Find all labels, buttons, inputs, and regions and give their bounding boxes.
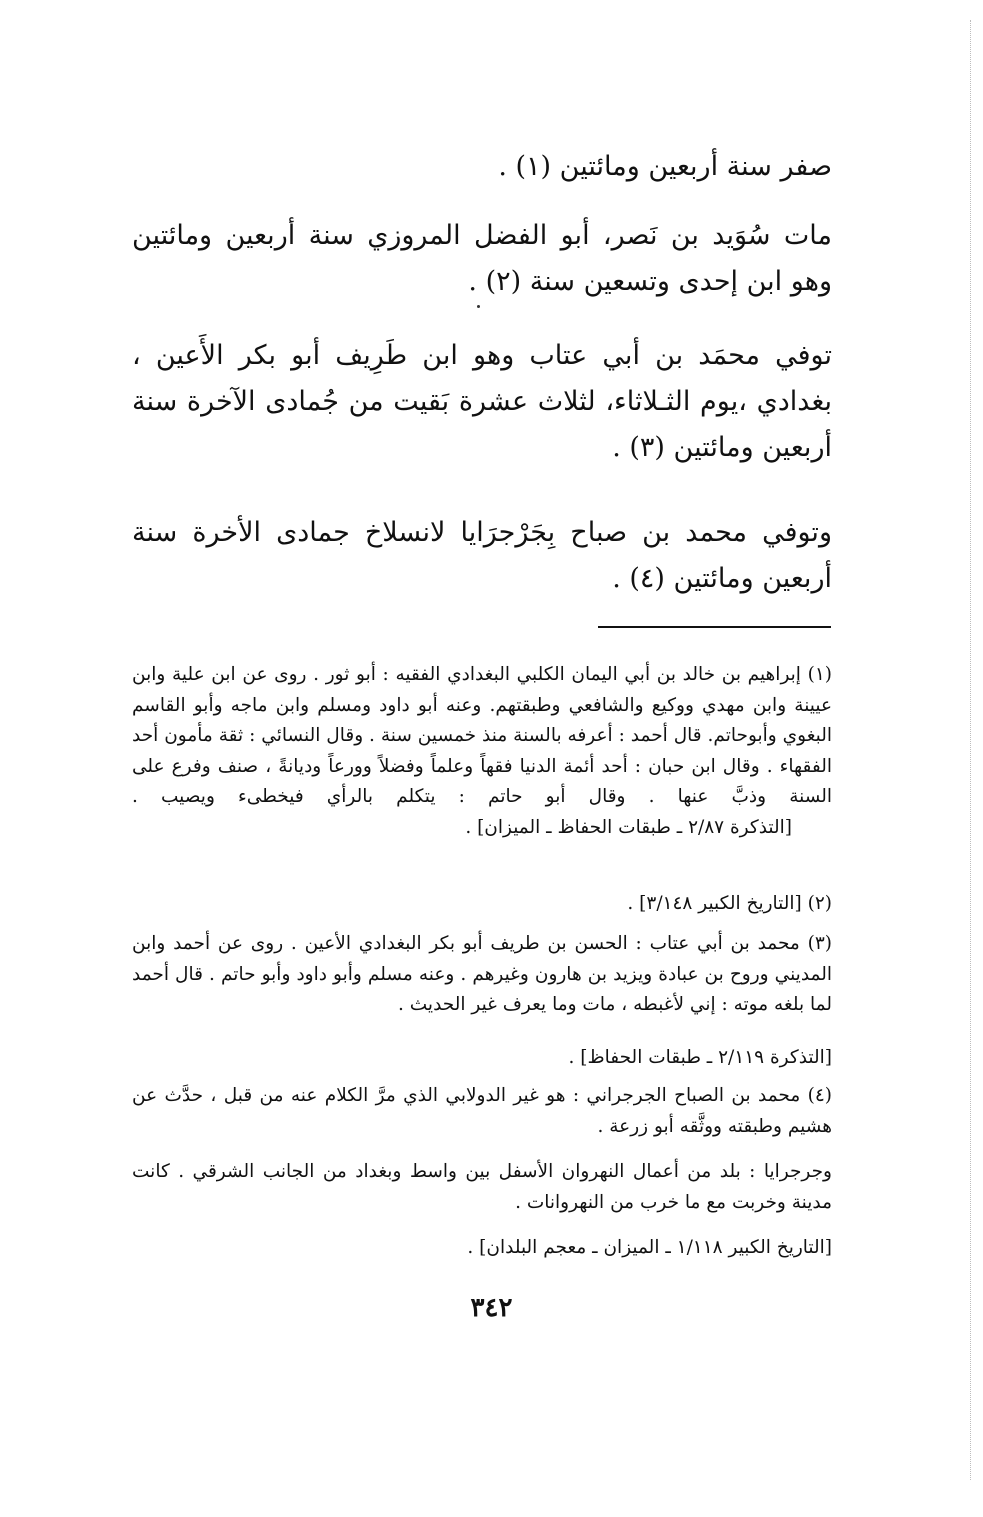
main-paragraph-2: مات سُوَيد بن نَصر، أبو الفضل المروزي سنة أربعين ومائتين وهو ابن إحدى وتسعين سنة (٢) . — [132, 220, 832, 297]
footnote-2: (٢) [التاريخ الكبير ٣/١٤٨] . — [627, 893, 832, 914]
footnote-4-place-note: وجرجرايا : بلد من أعمال النهروان الأسفل بين واسط وبغداد من الجانب الشرقي . كانت مدينة وخربت مع ما خرب من النهروانات . — [132, 1161, 832, 1213]
footnote-4-source: [التاريخ الكبير ١/١١٨ ـ الميزان ـ معجم البلدان] . — [467, 1237, 832, 1258]
footnote-separator — [598, 626, 831, 628]
footnote-1 — [132, 660, 832, 843]
footnote-1-source: [التذكرة ٢/٨٧ ـ طبقات الحفاظ ـ الميزان] . — [465, 816, 792, 838]
scan-edge-line — [970, 20, 971, 1480]
main-paragraph-4: وتوفي محمد بن صباح بِجَرْجرَايا لانسلاخ جمادى الأخرة سنة أربعين ومائتين (٤) . — [132, 517, 832, 594]
footnote-3: (٣) محمد بن أبي عتاب : الحسن بن طريف أبو بكر البغدادي الأعين . روى عن أحمد وابن المديني وروح بن عبادة ويزيد بن هارون وغيرهم . وعنه مسلم وأبو داود وأبو حاتم . قال أحمد لما بلغه موته : إني لأغبطه ، مات وما يعرف غير الحديث . — [132, 933, 832, 1015]
main-paragraph-3: توفي محمَد بن أبي عتاب وهو ابن طَرِيف أبو بكر الأَعين ، بغدادي ،يوم الثـلاثاء، لثلاث عشرة بَقيت من جُمادى الآخرة سنة أربعين ومائتين (٣) . — [132, 340, 832, 463]
footnote-1-text: (١) إبراهيم بن خالد بن أبي اليمان الكلبي البغدادي الفقيه : أبو ثور . روى عن ابن علية وابن عيينة وابن مهدي ووكيع والشافعي وطبقتهم. وعنه أبو داود ومسلم وابن ماجه وأبو القاسم البغوي وأبوحاتم. قال أحمد : أعرفه بالسنة منذ خمسين سنة . وقال النسائي : ثقة مأمون أحد الفقهاء . وقال ابن حبان : أحد أئمة الدنيا فقهاً وعلماً وفضلاً وورعاً وديانةً ، صنف وفرع على السنة وذبَّ عنها . وقال أبو حاتم : يتكلم بالرأي فيخطىء ويصيب . — [132, 664, 832, 807]
scan-speck — [477, 305, 480, 308]
footnote-4: (٤) محمد بن الصباح الجرجراني : هو غير الدولابي الذي مرَّ الكلام عنه من قبل ، حدَّث عن هشيم وطبقته ووثَّقه أبو زرعة . — [132, 1085, 832, 1137]
main-paragraph-1: صفر سنة أربعين ومائتين (١) . — [498, 151, 832, 182]
footnote-3-source: [التذكرة ٢/١١٩ ـ طبقات الحفاظ] . — [568, 1047, 832, 1068]
page-number: ٣٤٢ — [470, 1293, 513, 1323]
